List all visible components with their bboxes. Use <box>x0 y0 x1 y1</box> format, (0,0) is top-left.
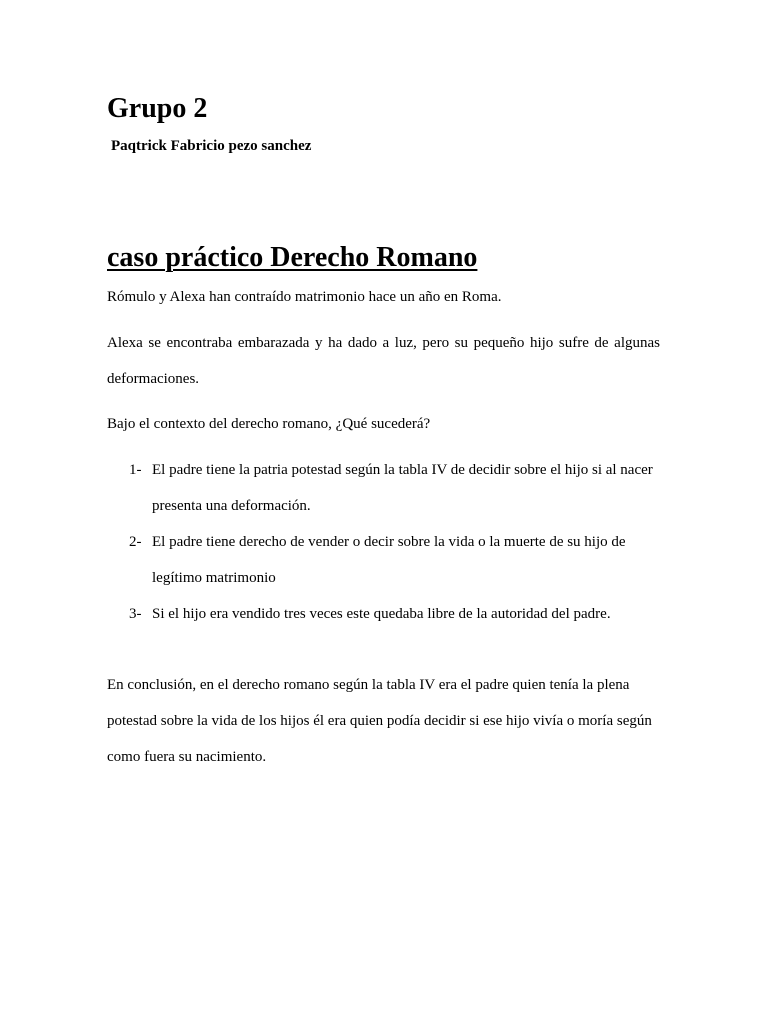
list-item-number: 2- <box>129 534 142 550</box>
paragraph-conclusion: En conclusión, en el derecho romano según la tabla IV era el padre quien tenía la plena potestad sobre la vida de los hijos él era quien podía decidir si ese hijo vivía o moría según como fuera su nacimiento. <box>107 677 652 765</box>
paragraph-question: Bajo el contexto del derecho romano, ¿Qué sucederá? <box>107 416 431 432</box>
list-item-number: 1- <box>129 462 142 478</box>
list-item <box>107 452 667 524</box>
paragraph-situation: Alexa se encontraba embarazada y ha dado a luz, pero su pequeño hijo sufre de algunas deformaciones. <box>107 335 660 387</box>
case-title: caso práctico Derecho Romano <box>107 242 478 273</box>
list-item-text: El padre tiene la patria potestad según la tabla IV de decidir sobre el hijo si al nacer presenta una deformación. <box>152 462 653 514</box>
list-item-text: Si el hijo era vendido tres veces este quedaba libre de la autoridad del padre. <box>152 606 611 622</box>
numbered-list <box>107 452 667 632</box>
list-item-text: El padre tiene derecho de vender o decir sobre la vida o la muerte de su hijo de legítimo matrimonio <box>152 534 626 586</box>
list-item <box>107 524 667 596</box>
group-title: Grupo 2 <box>107 93 208 124</box>
list-item-number: 3- <box>129 606 142 622</box>
author-name: Paqtrick Fabricio pezo sanchez <box>111 138 312 154</box>
list-item <box>107 596 667 632</box>
paragraph-intro: Rómulo y Alexa han contraído matrimonio hace un año en Roma. <box>107 289 502 305</box>
